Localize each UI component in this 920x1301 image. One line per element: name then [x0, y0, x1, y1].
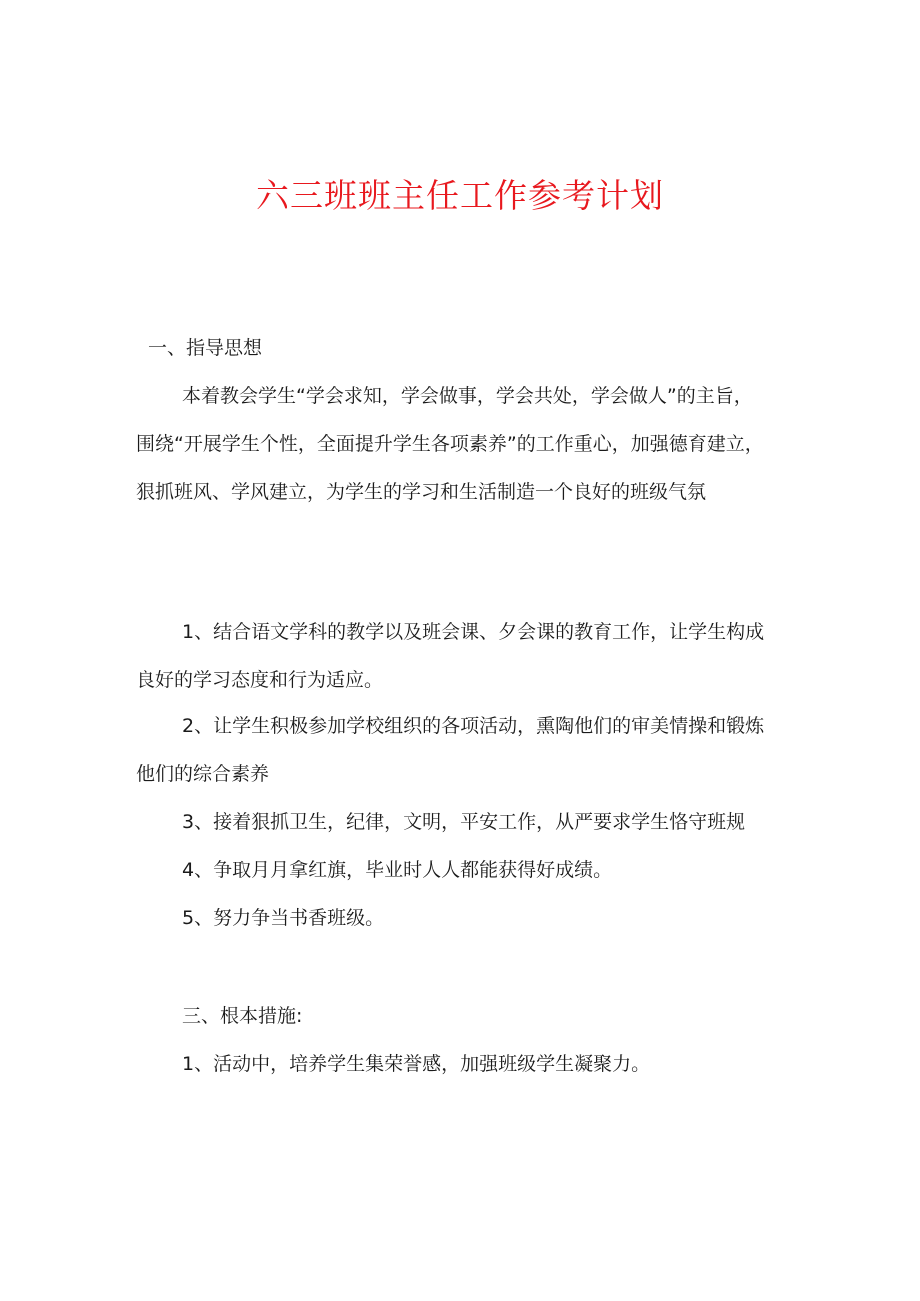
goal-item-5: 5、努力争当书香班级。 — [182, 907, 385, 929]
goal-item-2-line-2: 他们的综合素养 — [136, 763, 270, 785]
document-title: 六三班班主任工作参考计划 — [256, 176, 664, 215]
paragraph-line: 围绕“开展学生个性，全面提升学生各项素养”的工作重心，加强德育建立， — [136, 433, 764, 455]
measure-item-1: 1、活动中，培养学生集荣誉感，加强班级学生凝聚力。 — [182, 1053, 651, 1075]
goal-item-3: 3、接着狠抓卫生，纪律，文明，平安工作，从严要求学生恪守班规 — [182, 811, 746, 833]
goal-item-1-line-2: 良好的学习态度和行为适应。 — [136, 669, 384, 691]
section-heading-basic-measures: 三、根本措施: — [182, 1005, 303, 1027]
goal-item-1-line-1: 1、结合语文学科的教学以及班会课、夕会课的教育工作，让学生构成 — [182, 621, 765, 643]
section-heading-guiding-thought: 一、指导思想 — [148, 337, 263, 359]
goal-item-2-line-1: 2、让学生积极参加学校组织的各项活动，熏陶他们的审美情操和锻炼 — [182, 715, 765, 737]
goal-item-4: 4、争取月月拿红旗，毕业时人人都能获得好成绩。 — [182, 859, 613, 881]
paragraph-line: 本着教会学生“学会求知，学会做事，学会共处，学会做人”的主旨， — [182, 385, 753, 407]
paragraph-line: 狠抓班风、学风建立，为学生的学习和生活制造一个良好的班级气氛 — [136, 481, 707, 503]
